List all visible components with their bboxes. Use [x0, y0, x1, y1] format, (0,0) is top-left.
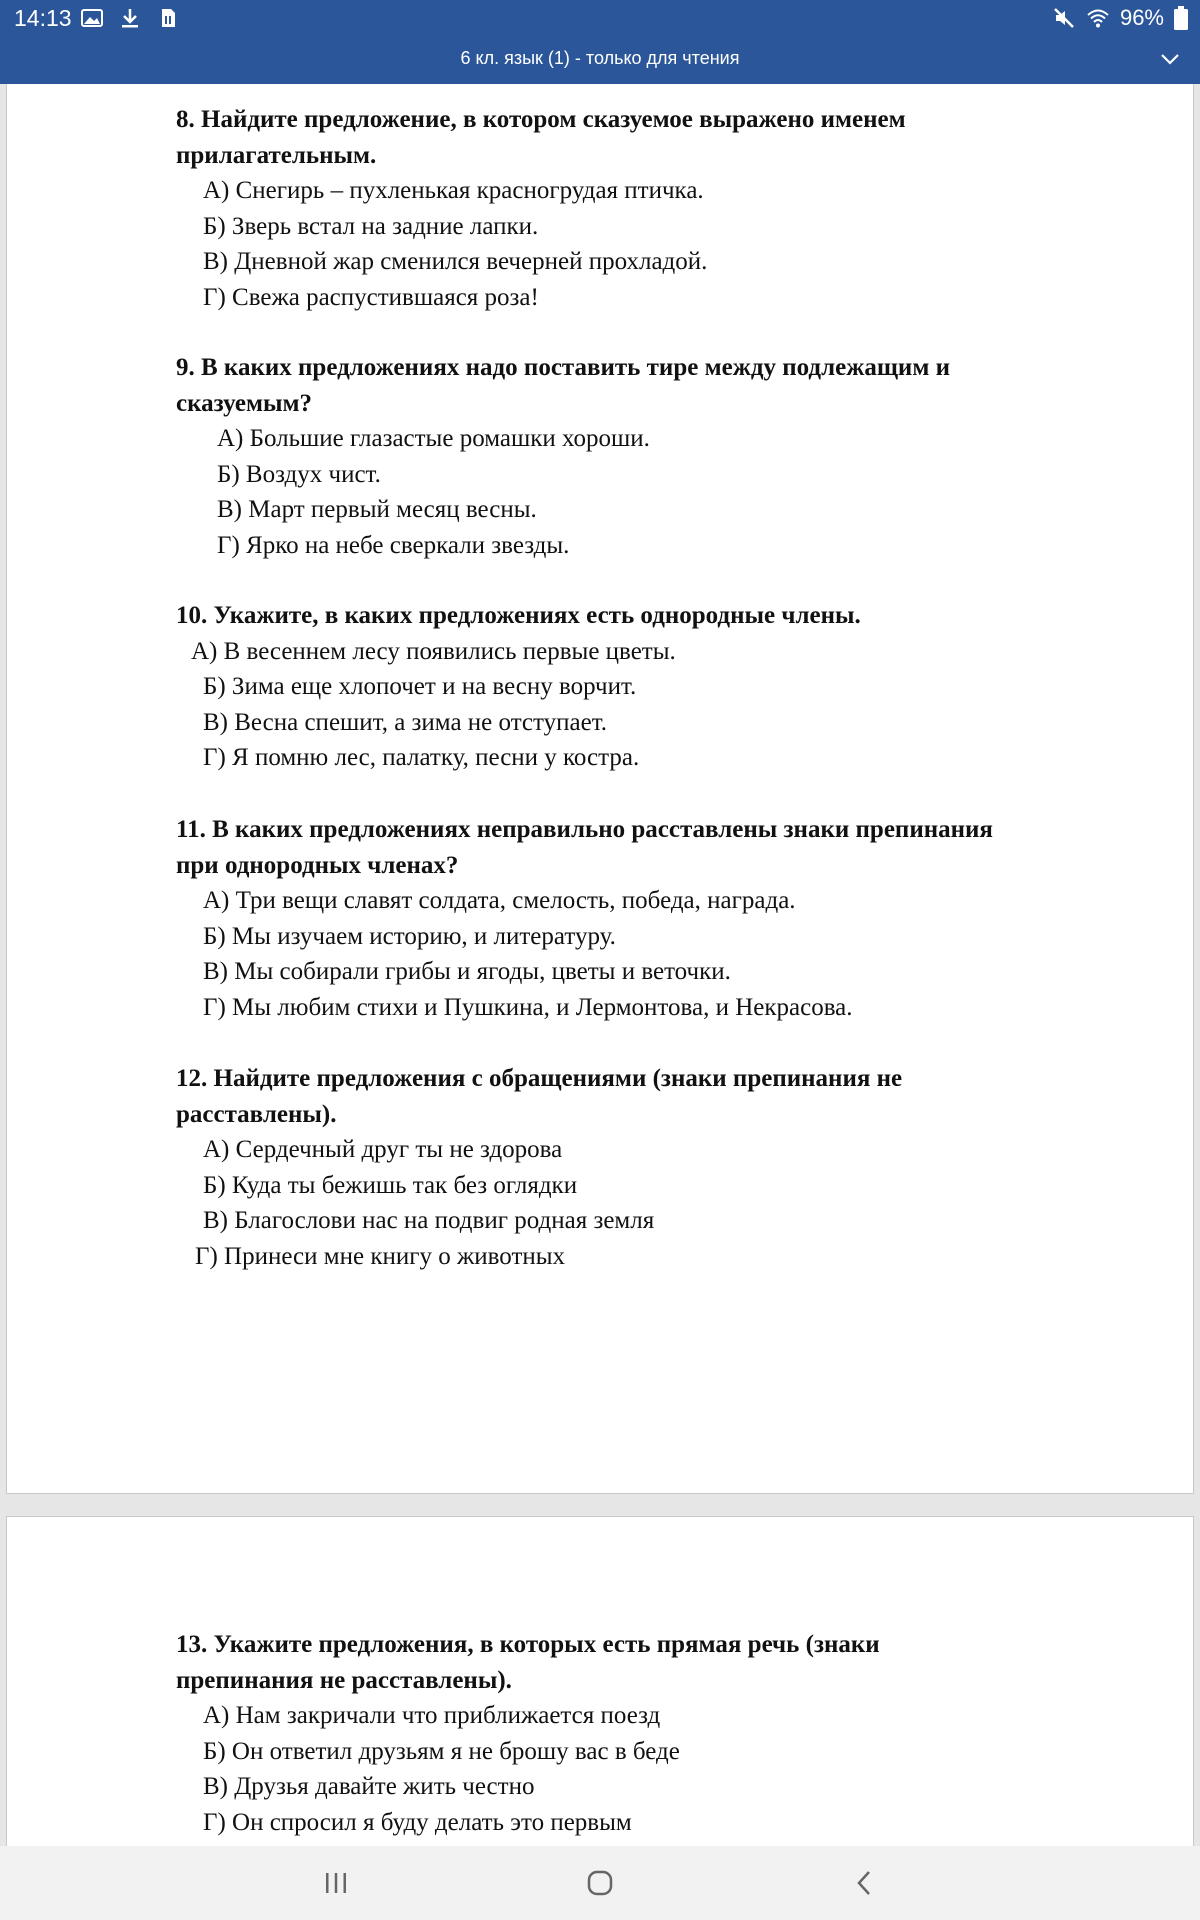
home-icon[interactable] — [585, 1868, 615, 1898]
question-title-line: 11. В каких предложениях неправильно расставлены знаки препинания — [176, 816, 993, 843]
answer-option: В) Дневной жар сменился вечерней прохладой. — [203, 248, 708, 275]
question-10 — [176, 598, 1116, 776]
question-12 — [176, 1061, 1116, 1274]
mute-icon — [1052, 6, 1076, 30]
answer-option: Г) Я помню лес, палатку, песни у костра. — [203, 744, 640, 771]
answer-option: Г) Принеси мне книгу о животных — [195, 1242, 566, 1270]
answer-option: В) Друзья давайте жить честно — [203, 1773, 535, 1800]
answer-option: Г) Свежа распустившаяся роза! — [203, 283, 539, 311]
answer-option: В) Весна спешит, а зима не отступает. — [203, 708, 607, 736]
status-time: 14:13 — [14, 5, 72, 31]
question-title-line: расставлены). — [176, 1100, 337, 1128]
answer-option: А) Три вещи славят солдата, смелость, победа, награда. — [203, 887, 796, 914]
answer-option: Г) Он спросил я буду делать это первым — [203, 1808, 632, 1836]
question-title — [176, 812, 1116, 883]
navigation-bar — [0, 1846, 1200, 1920]
document-page-2 — [6, 1516, 1194, 1846]
question-title-line: 12. Найдите предложения с обращениями (знаки препинания не — [176, 1065, 903, 1092]
question-title-line: 10. Укажите, в каких предложениях есть однородные члены. — [176, 602, 861, 629]
answer-option: Г) Ярко на небе сверкали звезды. — [217, 531, 570, 559]
question-title-line: сказуемым? — [176, 389, 313, 417]
answer-option: А) Снегирь – пухленькая красногрудая птичка. — [203, 177, 704, 204]
question-title — [176, 1061, 1116, 1132]
question-title-line: при однородных членах? — [176, 851, 459, 879]
back-icon[interactable] — [850, 1868, 880, 1898]
question-title-line: 8. Найдите предложение, в котором сказуемое выражено именем — [176, 106, 906, 133]
answer-option: Б) Куда ты бежишь так без оглядки — [203, 1171, 578, 1199]
download-icon — [118, 6, 142, 30]
answer-option: Б) Зверь встал на задние лапки. — [203, 212, 539, 240]
answer-option: А) Нам закричали что приближается поезд — [203, 1702, 661, 1729]
answer-option: А) Сердечный друг ты не здорова — [203, 1136, 563, 1163]
question-title-line: препинания не расставлены). — [176, 1666, 512, 1694]
question-title-line: 13. Укажите предложения, в которых есть прямая речь (знаки — [176, 1631, 880, 1658]
answer-option: А) Большие глазастые ромашки хороши. — [217, 425, 650, 452]
question-8 — [176, 102, 1116, 315]
question-11 — [176, 812, 1116, 1025]
question-9 — [176, 350, 1116, 563]
answer-option: Б) Зима еще хлопочет и на весну ворчит. — [203, 673, 637, 700]
top-bar — [0, 0, 1200, 84]
answer-option: В) Март первый месяц весны. — [217, 496, 537, 523]
answer-option: Б) Мы изучаем историю, и литературу. — [203, 922, 616, 950]
sim-icon — [156, 6, 180, 30]
battery-icon — [1174, 6, 1188, 30]
question-title-line: прилагательным. — [176, 141, 377, 169]
answer-option: Г) Мы любим стихи и Пушкина, и Лермонтова, и Некрасова. — [203, 993, 853, 1021]
chevron-down-icon[interactable] — [1160, 52, 1180, 66]
recent-apps-icon[interactable] — [321, 1868, 351, 1898]
battery-percent: 96% — [1119, 5, 1164, 30]
question-title — [176, 1627, 1116, 1698]
answer-option: В) Мы собирали грибы и ягоды, цветы и веточки. — [203, 958, 731, 985]
answer-option: В) Благослови нас на подвиг родная земля — [203, 1207, 655, 1234]
answer-option: А) В весеннем лесу появились первые цветы. — [191, 637, 676, 665]
image-icon — [80, 6, 104, 30]
status-bar — [0, 0, 1200, 38]
answer-option: Б) Воздух чист. — [217, 460, 381, 488]
wifi-icon — [1086, 6, 1110, 30]
document-page-1 — [6, 84, 1194, 1494]
question-title-line: 9. В каких предложениях надо поставить тире между подлежащим и — [176, 354, 951, 381]
question-13 — [176, 1627, 1116, 1840]
question-title — [176, 350, 1116, 421]
answer-option: Б) Он ответил друзьям я не брошу вас в беде — [203, 1737, 680, 1765]
question-title — [176, 598, 1116, 634]
document-title: 6 кл. язык (1) - только для чтения — [460, 48, 740, 68]
question-title — [176, 102, 1116, 173]
